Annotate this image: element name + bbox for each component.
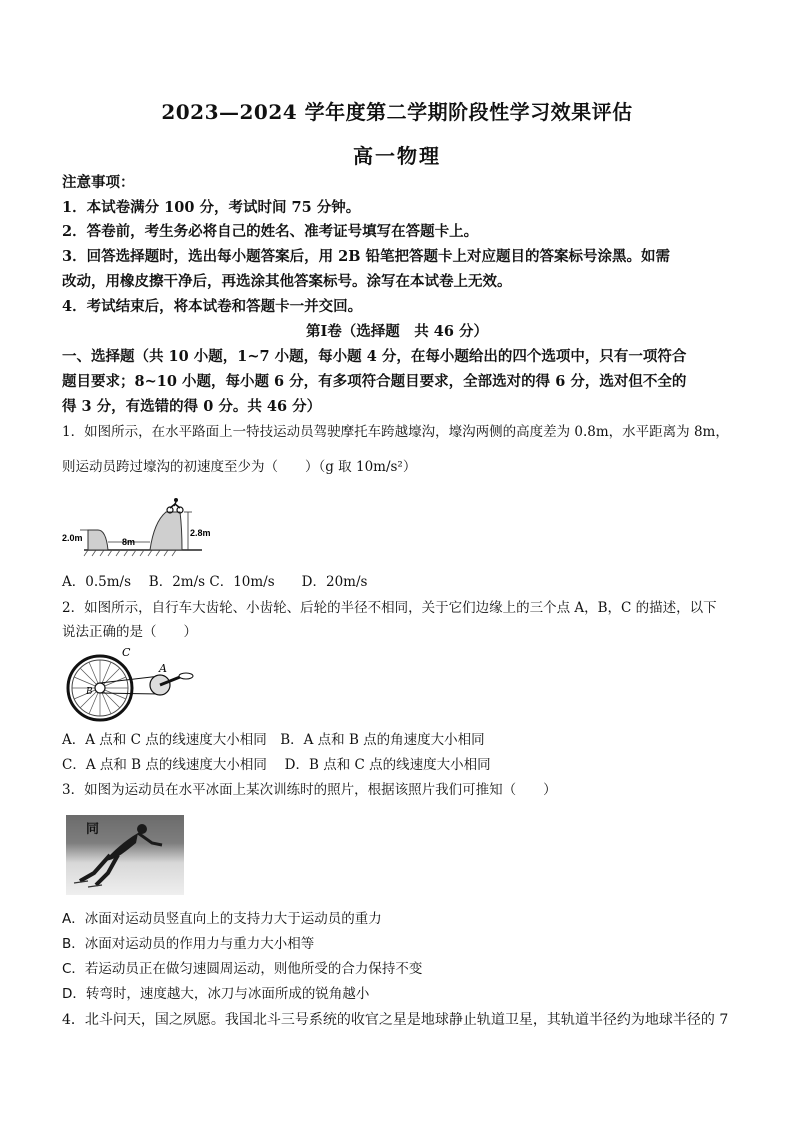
motorcycle-ditch-figure — [62, 492, 222, 560]
point-b-label: B — [86, 687, 93, 697]
q3-option: D．转弯时，速度越大，冰刀与冰面所成的锐角越小 — [62, 986, 370, 1002]
q2-stem: 说法正确的是（ ） — [62, 624, 197, 640]
notice-item: 改动，用橡皮擦干净后，再选涂其他答案标号。涂写在本试卷上无效。 — [62, 273, 512, 290]
section-intro: 得 3 分，有选错的得 0 分。共 46 分） — [62, 398, 322, 415]
q3-option: C．若运动员正在做匀速圆周运动，则他所受的合力保持不变 — [62, 961, 423, 977]
q1-options: A．0.5m/s B．2m/s C．10m/s D．20m/s — [62, 574, 368, 590]
q2-option-row: C．A 点和 B 点的线速度大小相同 D．B 点和 C 点的线速度大小相同 — [62, 757, 491, 773]
notice-item: 1．本试卷满分 100 分，考试时间 75 分钟。 — [62, 199, 361, 216]
section-intro: 题目要求；8~10 小题，每小题 6 分，有多项符合题目要求，全部选对的得 6 分，选对但不全的 — [62, 373, 687, 390]
point-c-label: C — [122, 646, 131, 659]
section-title: 第Ⅰ卷（选择题 共 46 分） — [305, 323, 489, 340]
gap-label: 8m — [122, 537, 136, 547]
skater-photo — [66, 815, 184, 895]
left-height-label: 2.0m — [62, 533, 83, 543]
q2-option-row: A．A 点和 C 点的线速度大小相同 B．A 点和 B 点的角速度大小相同 — [62, 732, 485, 748]
notice-heading: 注意事项： — [62, 174, 135, 191]
bicycle-gear-figure — [62, 644, 197, 726]
point-a-label: A — [159, 662, 167, 675]
exam-subtitle: 高一物理 — [353, 144, 441, 168]
notice-item: 4．考试结束后，将本试卷和答题卡一并交回。 — [62, 298, 363, 315]
q2-stem: 2．如图所示，自行车大齿轮、小齿轮、后轮的半径不相同，关于它们边缘上的三个点 A，B，C 的描述，以下 — [62, 600, 717, 616]
q3-stem: 3．如图为运动员在水平冰面上某次训练时的照片，根据该照片我们可推知（ ） — [62, 782, 557, 798]
exam-title: 2023—2024 学年度第二学期阶段性学习效果评估 — [161, 100, 633, 124]
q1-stem: 1．如图所示，在水平路面上一特技运动员驾驶摩托车跨越壕沟，壕沟两侧的高度差为 0.8m，水平距离为 8m， — [62, 424, 729, 440]
q4-stem: 4．北斗问天，国之夙愿。我国北斗三号系统的收官之星是地球静止轨道卫星，其轨道半径约为地球半径的 7 — [62, 1012, 729, 1028]
right-height-label: 2.8m — [190, 528, 211, 538]
notice-item: 3．回答选择题时，选出每小题答案后，用 2B 铅笔把答题卡上对应题目的答案标号涂黑。如需 — [62, 248, 671, 265]
q3-option: A．冰面对运动员竖直向上的支持力大于运动员的重力 — [62, 911, 382, 927]
notice-item: 2．答卷前，考生务必将自己的姓名、准考证号填写在答题卡上。 — [62, 223, 479, 240]
photo-banner-text: 同 — [86, 822, 100, 837]
q3-option: B．冰面对运动员的作用力与重力大小相等 — [62, 936, 315, 952]
q1-stem: 则运动员跨过壕沟的初速度至少为（ ）（g 取 10m/s²） — [62, 459, 417, 475]
section-intro: 一、选择题（共 10 小题，1~7 小题，每小题 4 分，在每小题给出的四个选项中，只有一项符合 — [62, 348, 687, 365]
skater-silhouette — [66, 815, 184, 895]
